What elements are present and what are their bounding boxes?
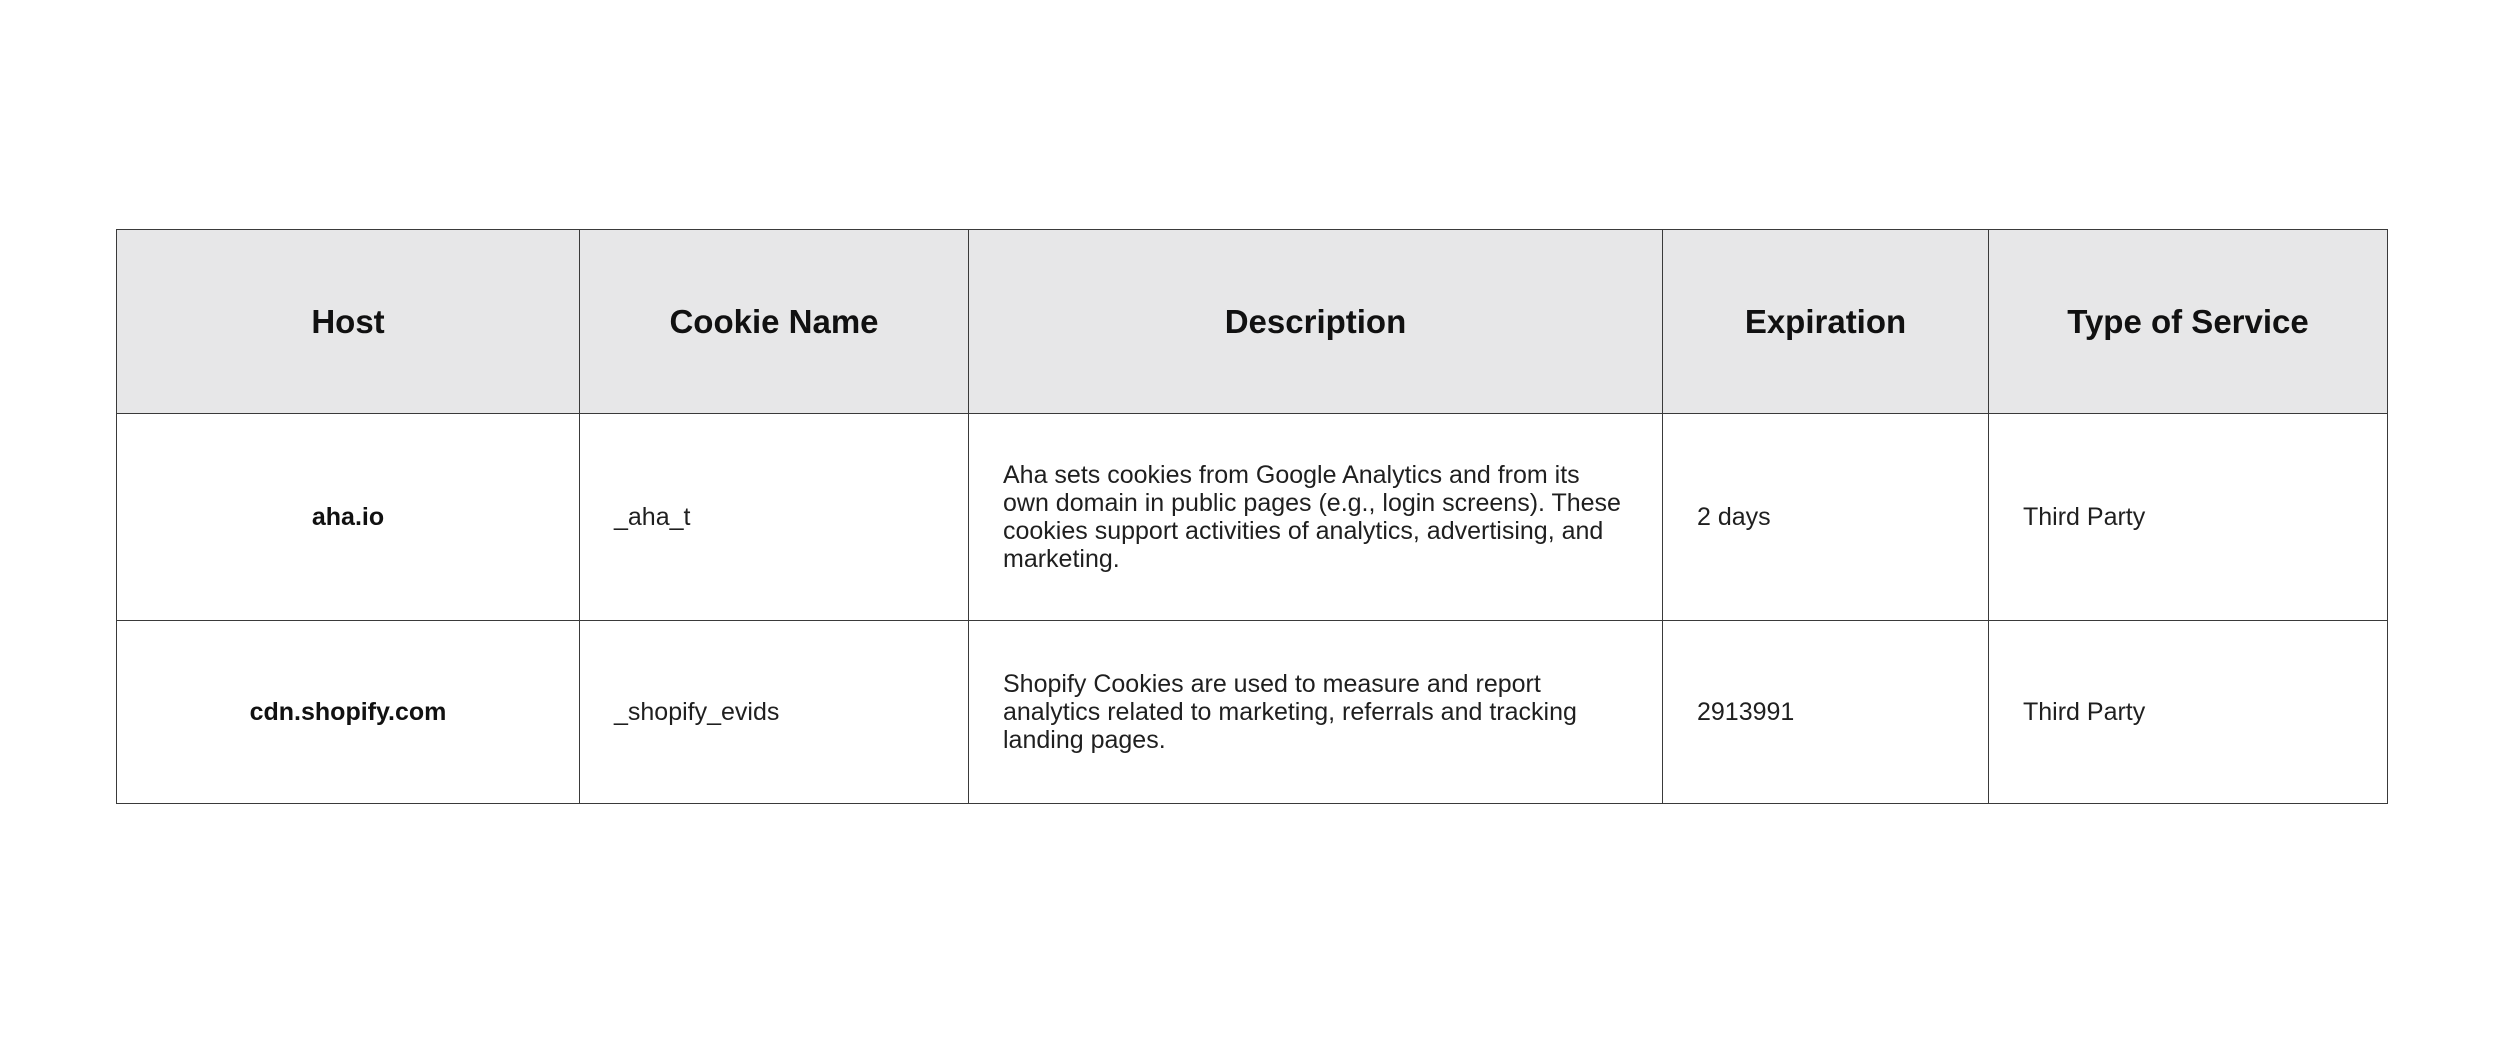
table-body xyxy=(117,414,2388,804)
cell-expiration: 2913991 xyxy=(1663,621,1989,804)
cell-cookie-name: _aha_t xyxy=(580,414,969,621)
cell-type-of-service: Third Party xyxy=(1989,414,2388,621)
cell-description: Shopify Cookies are used to measure and report analytics related to marketing, referrals and tracking landing pages. xyxy=(969,621,1663,804)
cell-expiration: 2 days xyxy=(1663,414,1989,621)
header-row xyxy=(117,230,2388,414)
cookie-table xyxy=(116,229,2388,804)
cookie-table-container xyxy=(116,229,2387,804)
cell-host: aha.io xyxy=(117,414,580,621)
cell-cookie-name: _shopify_evids xyxy=(580,621,969,804)
header-cookie-name: Cookie Name xyxy=(580,230,969,414)
header-expiration: Expiration xyxy=(1663,230,1989,414)
cell-host: cdn.shopify.com xyxy=(117,621,580,804)
header-description: Description xyxy=(969,230,1663,414)
header-host: Host xyxy=(117,230,580,414)
table-header xyxy=(117,230,2388,414)
cell-type-of-service: Third Party xyxy=(1989,621,2388,804)
cell-description: Aha sets cookies from Google Analytics and from its own domain in public pages (e.g., login screens). These cookies support activities of analytics, advertising, and marketing. xyxy=(969,414,1663,621)
table-row xyxy=(117,621,2388,804)
table-row xyxy=(117,414,2388,621)
header-type-of-service: Type of Service xyxy=(1989,230,2388,414)
